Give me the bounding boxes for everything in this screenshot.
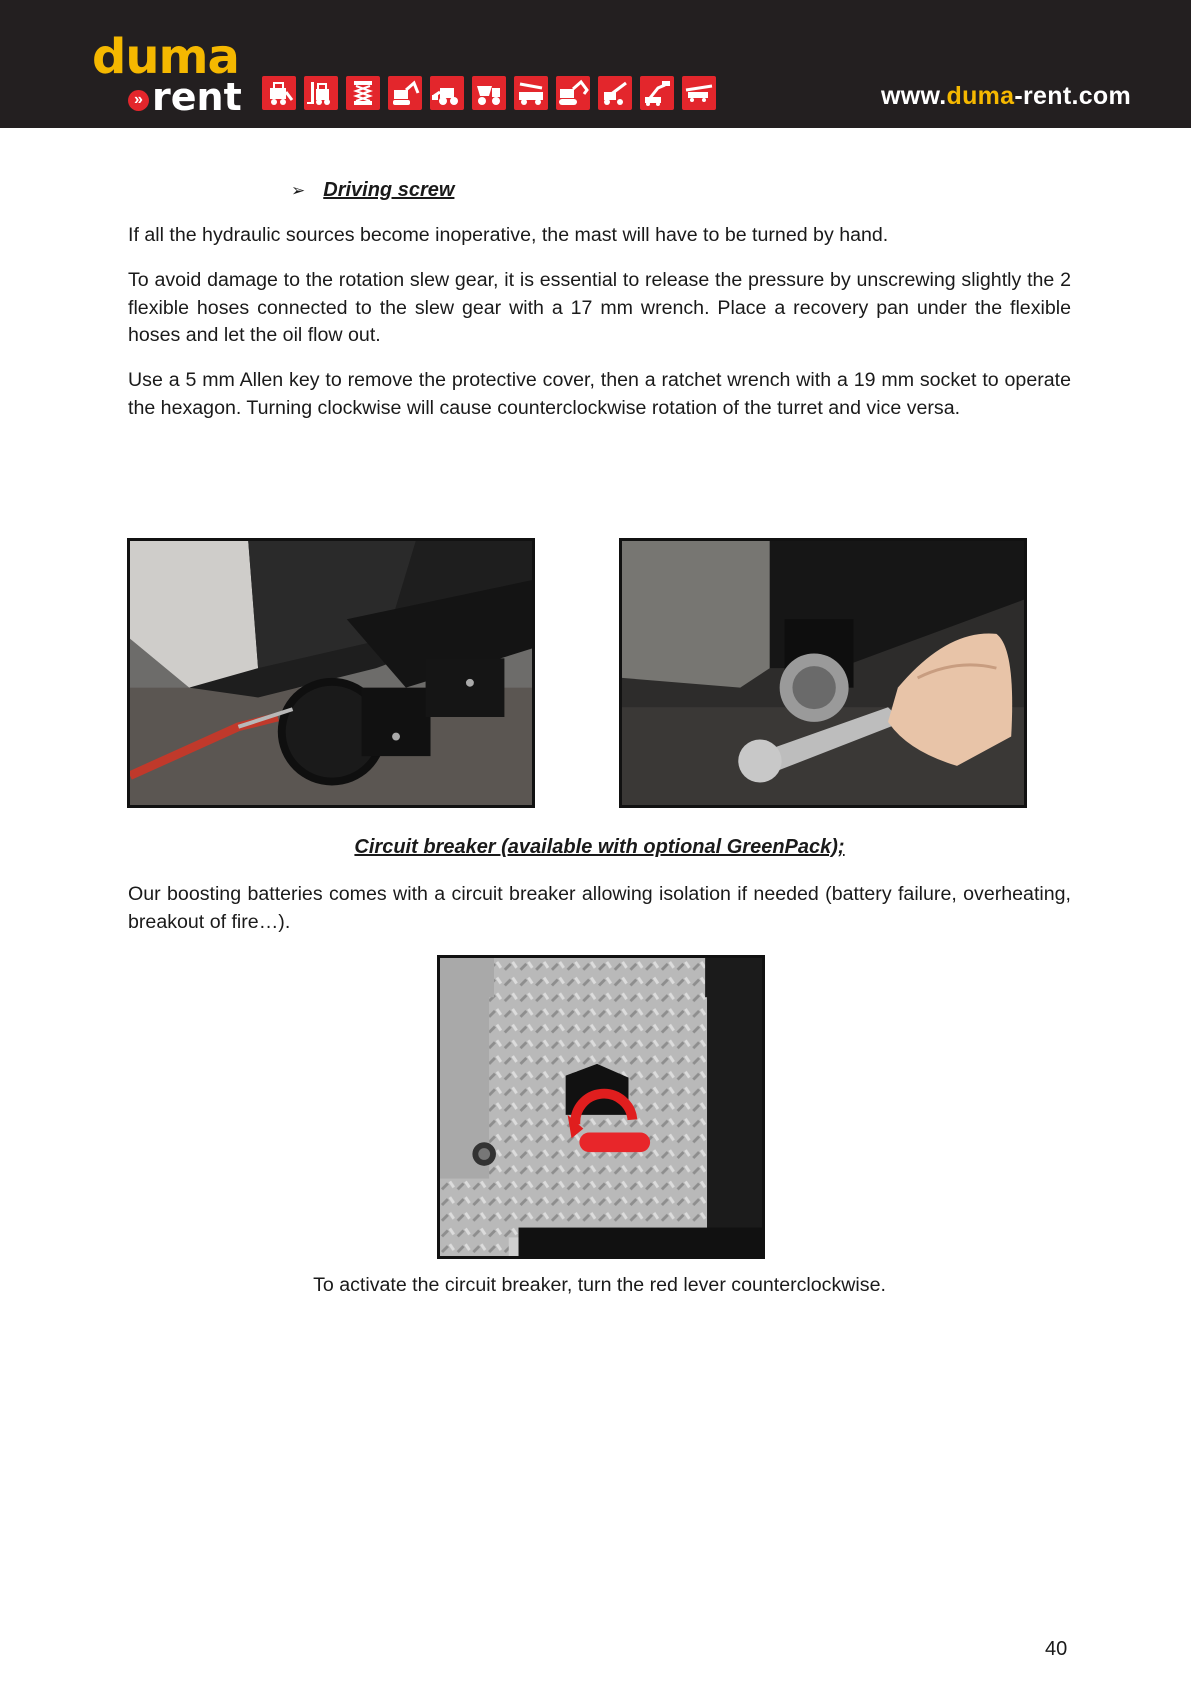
bullet-arrow-icon: ➢ <box>291 181 306 200</box>
aerial-platform-icon <box>682 76 716 110</box>
scissor-lift-icon <box>346 76 380 110</box>
duma-rent-logo[interactable] <box>92 29 242 119</box>
paragraph-hydraulic-inoperative: If all the hydraulic sources become inoperative, the mast will have to be turned by hand. <box>128 224 889 246</box>
excavator-icon <box>556 76 590 110</box>
photo-circuit-breaker <box>437 955 765 1259</box>
website-prefix: www. <box>880 82 947 110</box>
logo-rent-text: rent <box>152 75 242 119</box>
driving-screw-title: Driving screw <box>323 179 455 201</box>
photo-allen-key-cover <box>127 538 535 808</box>
paragraph-boosting-batteries: Our boosting batteries comes with a circuit breaker allowing isolation if needed (battery failure, overheating, breakout of fire…). <box>128 883 1071 933</box>
website-suffix: -rent.com <box>1014 82 1131 110</box>
mini-excavator-icon <box>388 76 422 110</box>
circuit-breaker-caption: To activate the circuit breaker, turn the red lever counterclockwise. <box>313 1274 886 1296</box>
page-number: 40 <box>1045 1638 1068 1660</box>
website-accent: duma <box>946 82 1015 110</box>
website-url[interactable] <box>881 82 1131 111</box>
paragraph-release-pressure: To avoid damage to the rotation slew gear, it is essential to release the pressure by unscrewing slightly the 2 flexible hoses connected to the slew gear with a 17 mm wrench. Place a recovery pan under the flexible hoses and let the oil flow out. <box>128 269 1071 346</box>
equipment-icon-strip <box>262 76 716 110</box>
skid-steer-icon <box>262 76 296 110</box>
header-bar <box>0 0 1191 128</box>
truck-crane-icon <box>514 76 548 110</box>
paragraph-allen-key: Use a 5 mm Allen key to remove the protective cover, then a ratchet wrench with a 19 mm socket to operate the hexagon. Turning clockwise will cause counterclockwise rotation of the turret and vice versa. <box>128 369 1071 419</box>
driving-screw-heading <box>291 179 454 202</box>
photo-ratchet-wrench <box>619 538 1027 808</box>
wheel-loader-icon <box>430 76 464 110</box>
forklift-icon <box>304 76 338 110</box>
logo-duma-text: duma <box>92 29 239 85</box>
telehandler-icon <box>598 76 632 110</box>
logo-chevron-icon: » <box>128 90 149 111</box>
dumper-icon <box>472 76 506 110</box>
boom-lift-icon <box>640 76 674 110</box>
circuit-breaker-heading: Circuit breaker (available with optional GreenPack); <box>354 836 845 858</box>
